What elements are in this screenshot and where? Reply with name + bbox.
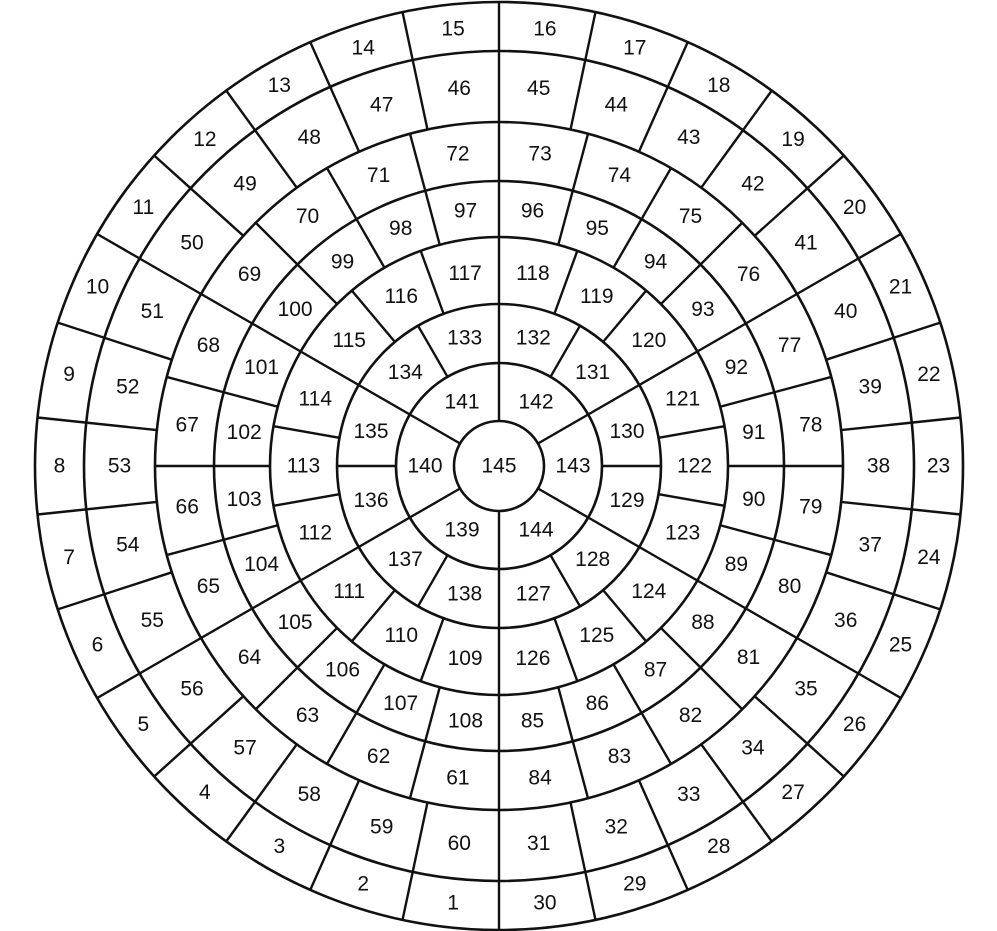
cell-divider — [797, 638, 858, 674]
cell-divider — [774, 540, 831, 555]
cell-divider — [421, 251, 444, 314]
cell-label: 118 — [516, 262, 550, 285]
cell-label: 98 — [389, 217, 413, 241]
cell-label: 138 — [447, 582, 483, 606]
cell-divider — [639, 87, 668, 152]
cell-divider — [668, 42, 688, 87]
cell-label: 59 — [370, 815, 394, 839]
cell-divider — [410, 489, 460, 518]
cell-label: 141 — [444, 390, 480, 414]
cell-label: 78 — [799, 413, 823, 437]
cell-divider — [639, 352, 697, 386]
cell-divider — [301, 352, 359, 386]
cell-divider — [585, 872, 595, 920]
cell-divider — [154, 744, 190, 777]
cell-divider — [659, 426, 725, 438]
cell-label: 126 — [515, 647, 551, 670]
cell-label: 135 — [353, 420, 389, 444]
cell-label: 95 — [585, 217, 609, 241]
cell-divider — [588, 518, 639, 548]
cell-divider — [746, 609, 797, 639]
cell-divider — [774, 377, 831, 392]
cell-divider — [701, 668, 743, 710]
cell-divider — [403, 12, 413, 60]
cell-divider — [310, 42, 330, 87]
cell-label: 136 — [353, 488, 389, 512]
cell-label: 21 — [888, 275, 913, 299]
cell-divider — [58, 594, 105, 609]
cell-divider — [807, 744, 843, 777]
cell-label: 103 — [226, 488, 262, 511]
cell-divider — [558, 687, 572, 741]
cell-divider — [807, 156, 843, 189]
cell-divider — [743, 802, 772, 842]
cell-divider — [425, 687, 439, 741]
cell-divider — [58, 323, 105, 338]
cell-label: 7 — [63, 545, 75, 569]
cell-label: 58 — [297, 783, 321, 807]
cell-label: 123 — [665, 521, 701, 545]
cell-divider — [720, 392, 774, 406]
cell-label: 63 — [295, 704, 320, 727]
cell-divider — [327, 168, 357, 219]
cell-label: 127 — [515, 582, 551, 606]
cell-divider — [573, 741, 588, 798]
cell-divider — [659, 494, 725, 506]
cell-label: 55 — [140, 608, 164, 632]
cell-divider — [585, 12, 595, 60]
cell-label: 125 — [579, 623, 615, 647]
cell-label: 54 — [116, 533, 140, 557]
cell-divider — [614, 664, 642, 712]
cell-divider — [697, 581, 745, 609]
cell-label: 20 — [842, 196, 867, 220]
cell-divider — [327, 713, 357, 764]
cell-label: 97 — [453, 199, 478, 223]
cell-divider — [410, 415, 460, 444]
cell-label: 29 — [623, 872, 647, 896]
cell-label: 93 — [691, 298, 715, 321]
cell-divider — [413, 60, 428, 129]
cell-label: 34 — [741, 736, 765, 760]
cell-label: 4 — [199, 781, 211, 805]
cell-label: 56 — [180, 677, 204, 701]
cell-label: 128 — [575, 548, 611, 572]
cell-label: 132 — [515, 326, 551, 350]
cell-label: 102 — [226, 421, 262, 444]
cell-label: 32 — [604, 815, 628, 839]
cell-divider — [858, 234, 900, 259]
cell-label: 61 — [446, 766, 470, 790]
cell-label: 81 — [736, 646, 761, 669]
cell-label: 92 — [724, 356, 749, 380]
cell-label: 82 — [678, 704, 703, 727]
cell-divider — [746, 294, 797, 324]
cell-divider — [357, 219, 385, 267]
cell-divider — [167, 377, 224, 392]
cell-label: 113 — [286, 454, 321, 478]
cell-label: 22 — [917, 363, 941, 387]
cell-label: 139 — [444, 518, 480, 542]
cell-label: 115 — [332, 328, 366, 352]
cell-label: 62 — [366, 745, 391, 769]
cell-label: 130 — [609, 420, 645, 444]
cell-divider — [538, 489, 588, 518]
cell-label: 9 — [63, 363, 75, 387]
cell-label: 88 — [691, 611, 715, 634]
cell-divider — [330, 87, 359, 152]
cell-label: 80 — [777, 574, 802, 598]
cell-label: 48 — [297, 125, 321, 149]
cell-label: 134 — [387, 360, 423, 384]
cell-label: 73 — [528, 142, 552, 166]
cell-divider — [912, 417, 961, 422]
cell-divider — [330, 780, 359, 845]
cell-label: 65 — [196, 574, 221, 598]
cell-label: 101 — [244, 356, 280, 380]
cell-label: 3 — [273, 835, 286, 859]
cell-label: 86 — [585, 691, 609, 715]
cell-label: 47 — [370, 93, 394, 117]
cell-label: 43 — [677, 125, 701, 149]
cell-divider — [538, 415, 588, 444]
cell-label: 24 — [917, 545, 941, 569]
cell-label: 8 — [53, 454, 66, 478]
cell-label: 46 — [447, 77, 471, 101]
cell-label: 57 — [233, 736, 257, 760]
cell-label: 40 — [834, 300, 858, 324]
cell-divider — [256, 223, 298, 265]
cell-divider — [252, 581, 300, 609]
cell-label: 137 — [387, 548, 423, 572]
cell-divider — [588, 385, 639, 415]
cell-divider — [140, 638, 201, 674]
cell-divider — [826, 572, 894, 594]
cell-label: 30 — [533, 891, 557, 915]
cell-divider — [256, 668, 298, 710]
cell-label: 124 — [631, 580, 667, 604]
cell-label: 5 — [137, 712, 150, 736]
cell-divider — [571, 60, 586, 129]
cell-label: 70 — [295, 205, 320, 228]
cell-label: 42 — [741, 172, 765, 196]
cell-label: 14 — [351, 36, 375, 60]
cell-divider — [797, 259, 858, 295]
cell-label: 19 — [781, 127, 805, 151]
cell-label: 69 — [237, 263, 262, 286]
cell-divider — [668, 845, 688, 890]
cell-label: 116 — [384, 285, 419, 309]
cell-label: 122 — [676, 454, 713, 478]
cell-label: 27 — [781, 781, 805, 805]
cell-label: 31 — [527, 831, 551, 855]
cell-label: 44 — [604, 93, 628, 117]
cell-divider — [224, 525, 278, 539]
cell-divider — [826, 338, 894, 360]
cell-label: 76 — [736, 263, 761, 286]
cell-label: 109 — [447, 647, 483, 670]
cell-label: 10 — [85, 275, 110, 299]
cell-label: 15 — [441, 17, 465, 41]
cell-divider — [86, 502, 157, 509]
cell-label: 84 — [528, 766, 552, 790]
cell-divider — [86, 423, 157, 430]
cell-divider — [97, 234, 139, 259]
cell-label: 133 — [447, 326, 483, 350]
cell-label: 66 — [175, 495, 199, 519]
cell-label: 12 — [193, 127, 217, 151]
cell-label: 23 — [926, 454, 951, 478]
cell-divider — [573, 134, 588, 191]
cell-divider — [224, 392, 278, 406]
cell-label: 49 — [233, 172, 257, 196]
cell-label: 45 — [527, 77, 551, 101]
cell-divider — [841, 423, 912, 430]
cell-divider — [201, 294, 252, 324]
cell-label: 41 — [794, 231, 818, 255]
cell-label: 25 — [888, 633, 913, 657]
cell-label: 50 — [180, 231, 204, 255]
cell-label: 13 — [267, 73, 291, 97]
cell-divider — [226, 91, 255, 131]
cell-divider — [97, 674, 139, 699]
cell-label: 94 — [643, 250, 668, 274]
cell-label: 99 — [330, 250, 355, 274]
cell-divider — [38, 417, 87, 422]
cell-label: 108 — [447, 709, 484, 733]
cell-label: 87 — [643, 658, 668, 682]
cell-label: 107 — [383, 691, 419, 715]
cell-divider — [421, 618, 444, 681]
cell-label: 114 — [298, 387, 333, 411]
cell-label: 112 — [298, 521, 333, 545]
cell-label: 74 — [607, 163, 632, 187]
cell-label: 64 — [237, 646, 262, 669]
cell-label: 2 — [357, 872, 370, 896]
cell-divider — [38, 509, 87, 514]
cell-label: 35 — [794, 677, 818, 701]
cell-divider — [697, 324, 745, 352]
cell-divider — [140, 259, 201, 295]
cell-divider — [104, 572, 172, 594]
cell-label: 36 — [834, 608, 858, 632]
cell-divider — [403, 872, 413, 920]
cell-divider — [255, 130, 297, 187]
cell-divider — [226, 802, 255, 842]
cell-divider — [558, 191, 572, 245]
cell-divider — [255, 744, 297, 801]
cell-divider — [201, 609, 252, 639]
cell-label: 129 — [609, 488, 645, 512]
cell-label: 83 — [607, 745, 632, 769]
cell-divider — [701, 744, 743, 801]
center-label: 145 — [481, 454, 517, 478]
cell-label: 106 — [324, 658, 361, 682]
cell-label: 71 — [366, 163, 391, 187]
cell-label: 1 — [447, 891, 459, 915]
cell-divider — [701, 223, 743, 265]
cell-divider — [894, 323, 941, 338]
cell-divider — [639, 780, 668, 845]
cell-divider — [841, 502, 912, 509]
cell-divider — [894, 594, 941, 609]
cell-divider — [310, 845, 330, 890]
cell-divider — [614, 219, 642, 267]
cell-divider — [252, 324, 300, 352]
cell-divider — [359, 518, 410, 548]
cell-label: 6 — [91, 633, 104, 657]
cell-divider — [154, 156, 190, 189]
cell-label: 144 — [518, 518, 554, 542]
cell-divider — [858, 674, 900, 699]
cell-label: 38 — [866, 454, 891, 478]
cell-label: 33 — [677, 783, 701, 807]
cell-divider — [639, 547, 697, 581]
cell-divider — [642, 713, 672, 764]
cell-divider — [571, 802, 586, 871]
cell-label: 96 — [520, 199, 545, 223]
cell-label: 89 — [724, 552, 749, 576]
cell-label: 117 — [448, 262, 482, 285]
cell-label: 53 — [107, 454, 132, 478]
cell-divider — [743, 91, 772, 131]
cell-label: 120 — [631, 328, 667, 352]
cell-divider — [554, 251, 577, 314]
cell-label: 52 — [116, 375, 140, 399]
cell-label: 51 — [140, 300, 164, 324]
cell-divider — [410, 741, 425, 798]
cell-label: 28 — [707, 835, 731, 859]
cell-label: 17 — [623, 36, 647, 60]
cell-divider — [301, 547, 359, 581]
cell-label: 131 — [575, 360, 611, 384]
cell-label: 16 — [533, 17, 557, 41]
cell-label: 104 — [244, 552, 280, 576]
cell-divider — [273, 494, 339, 506]
cell-divider — [410, 134, 425, 191]
cell-label: 37 — [858, 533, 882, 557]
cell-label: 26 — [842, 712, 867, 736]
cell-label: 11 — [132, 196, 155, 220]
cell-divider — [359, 385, 410, 415]
cell-label: 105 — [277, 611, 313, 634]
cell-label: 142 — [518, 390, 554, 414]
cell-label: 119 — [580, 285, 614, 309]
cell-label: 60 — [447, 831, 471, 855]
cell-label: 100 — [277, 298, 313, 321]
cell-divider — [413, 802, 428, 871]
cell-label: 18 — [707, 73, 731, 97]
cell-label: 79 — [799, 495, 823, 519]
cell-label: 110 — [384, 623, 419, 647]
cell-divider — [554, 618, 577, 681]
cell-label: 39 — [858, 375, 882, 399]
cell-label: 72 — [446, 142, 470, 166]
cell-label: 143 — [555, 454, 591, 478]
cell-label: 121 — [665, 387, 701, 411]
cell-divider — [357, 664, 385, 712]
cell-divider — [425, 191, 439, 245]
cell-divider — [104, 338, 172, 360]
cell-label: 67 — [175, 413, 199, 437]
cell-label: 85 — [520, 709, 545, 733]
cell-label: 140 — [407, 454, 443, 478]
cell-divider — [701, 130, 743, 187]
cell-label: 90 — [742, 488, 766, 511]
cell-divider — [642, 168, 672, 219]
cell-divider — [720, 525, 774, 539]
cell-label: 77 — [777, 334, 802, 358]
cell-divider — [167, 540, 224, 555]
cell-label: 91 — [742, 421, 766, 444]
cell-label: 111 — [333, 580, 366, 604]
cell-divider — [912, 509, 961, 514]
cell-label: 68 — [196, 334, 221, 358]
cell-divider — [273, 426, 339, 438]
cell-label: 75 — [678, 205, 703, 228]
